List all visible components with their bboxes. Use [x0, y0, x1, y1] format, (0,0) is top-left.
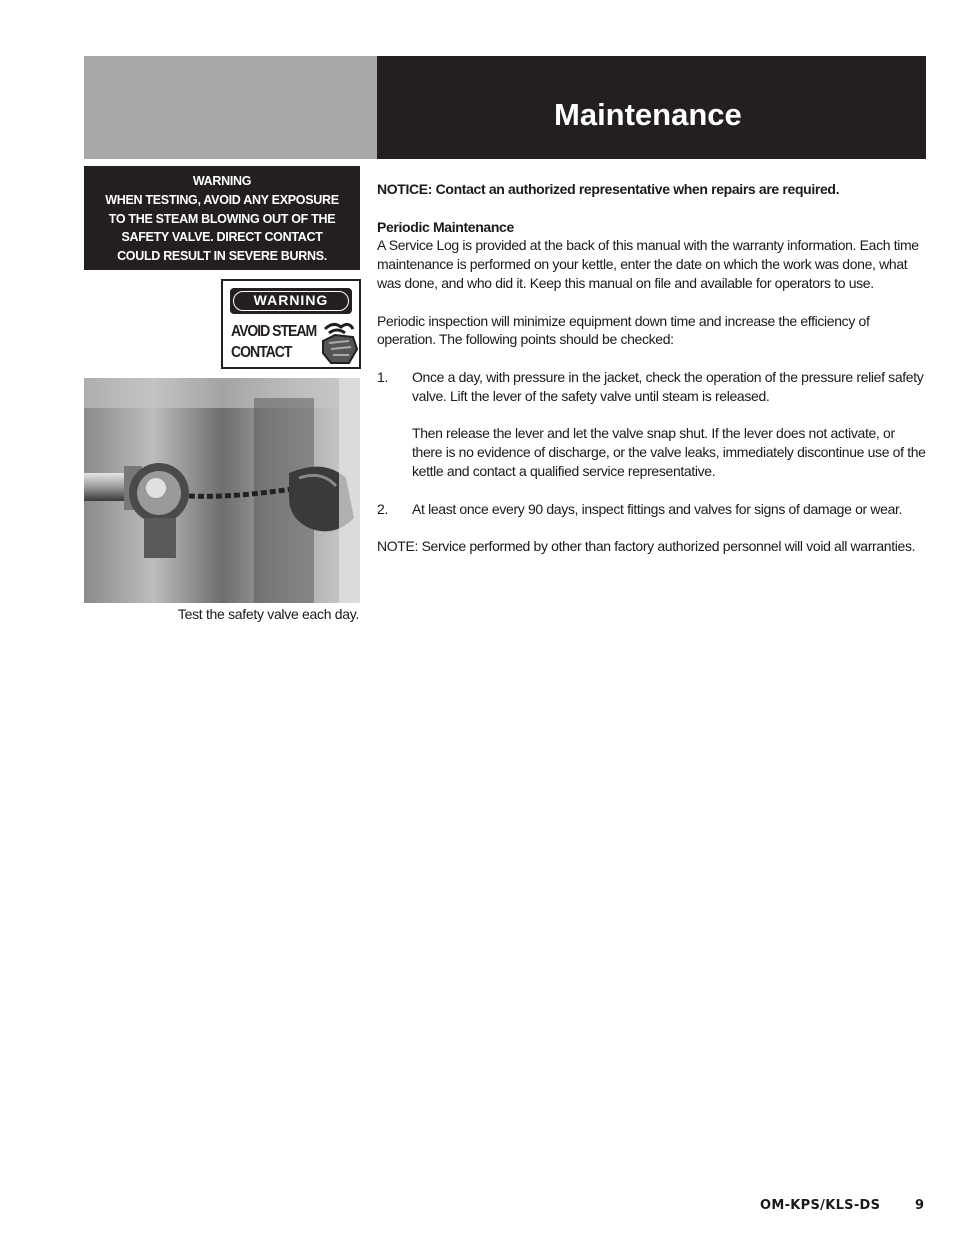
warranty-note: NOTE: Service performed by other than factory authorized personnel will void all warranties.: [377, 538, 916, 555]
section-heading: Periodic Maintenance: [377, 218, 514, 235]
sign-text: [231, 321, 316, 363]
list-item-text-continued: Then release the lever and let the valve snap shut. If the lever does not activate, or there is no evidence of discharge, or the valve leaks, immediately discontinue use of the kettle and contact a qualified service representative.: [412, 425, 926, 479]
header-dark-panel: [377, 56, 926, 159]
sign-banner-label: WARNING: [233, 291, 349, 311]
warning-box: [84, 166, 360, 270]
safety-valve-photo: [84, 378, 360, 603]
list-item-number: 2.: [377, 500, 388, 517]
list-item-number: 1.: [377, 368, 388, 385]
footer-doc-code: OM-KPS/KLS-DS: [760, 1198, 881, 1213]
warning-line: TO THE STEAM BLOWING OUT OF THE: [108, 211, 336, 226]
header-gray-panel: [84, 56, 377, 159]
list-item: [377, 500, 927, 519]
sign-line-1: AVOID STEAM: [231, 323, 317, 340]
list-item-text: Once a day, with pressure in the jacket, check the operation of the pressure relief safety valve. Lift the lever of the safety valve until steam is released.: [412, 368, 924, 404]
photo-caption: Test the safety valve each day.: [177, 606, 359, 622]
warning-line: SAFETY VALVE. DIRECT CONTACT: [121, 230, 323, 245]
sign-banner: [230, 288, 352, 314]
notice-text: NOTICE: Contact an authorized representative when repairs are required.: [377, 181, 840, 197]
inspection-paragraph: Periodic inspection will minimize equipment down time and increase the efficiency of operation. The following points should be checked:: [377, 312, 870, 348]
steam-hand-icon: [319, 319, 359, 365]
warning-line: WHEN TESTING, AVOID ANY EXPOSURE: [105, 192, 339, 207]
service-log-paragraph: A Service Log is provided at the back of this manual with the warranty information. Each time maintenance is performed on your kettle, enter the date on which the work was done, what was done, and who did it. Keep this manual on file and available for operators to use.: [377, 237, 919, 291]
warning-line: COULD RESULT IN SEVERE BURNS.: [117, 249, 327, 264]
photo-image: [84, 378, 360, 603]
warning-sign: [221, 279, 361, 369]
sign-line-2: CONTACT: [231, 344, 292, 361]
maintenance-content: [377, 180, 927, 556]
page-title: Maintenance: [554, 97, 742, 132]
list-item-text: At least once every 90 days, inspect fittings and valves for signs of damage or wear.: [412, 500, 903, 517]
list-item: [377, 368, 927, 481]
warning-line: WARNING: [192, 174, 252, 188]
footer-page-number: 9: [915, 1198, 925, 1213]
